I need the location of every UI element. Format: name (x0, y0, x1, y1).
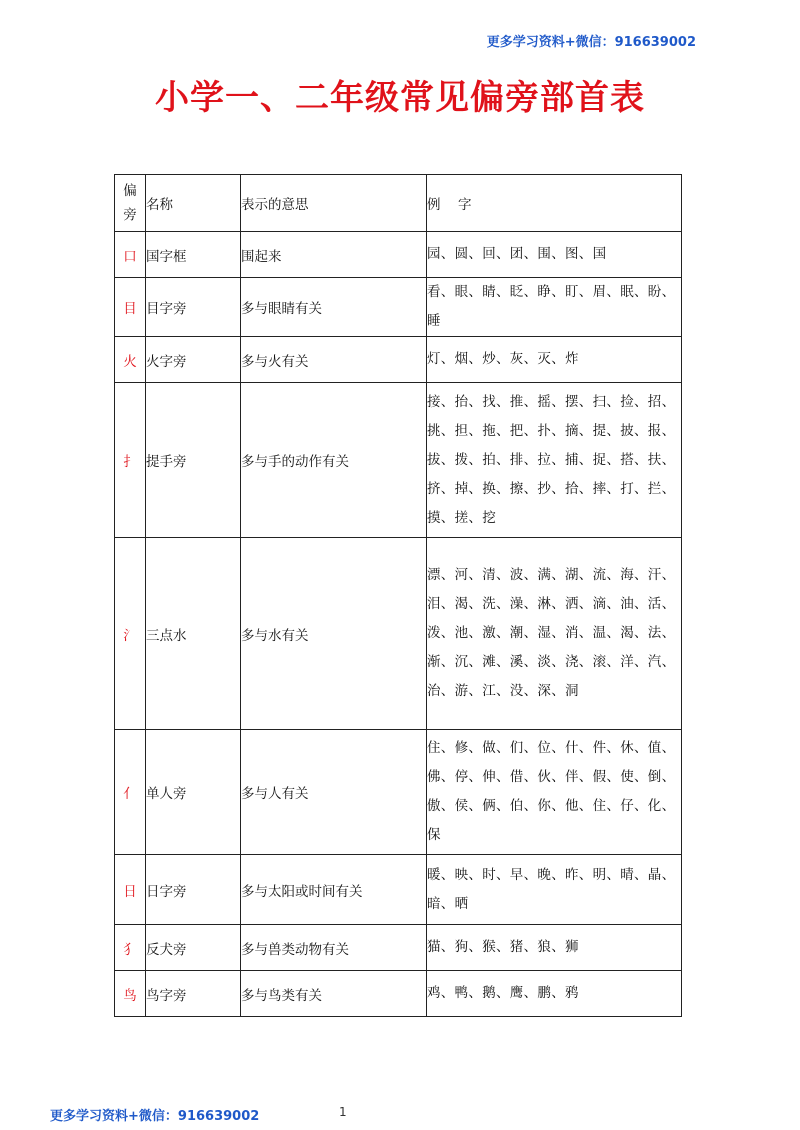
examples-cell: 看、眼、睛、眨、睁、盯、眉、眠、盼、睡 (427, 278, 682, 337)
meaning-cell: 多与眼睛有关 (241, 278, 427, 337)
radical-cell: 扌 (115, 383, 146, 538)
radical-cell: 口 (115, 232, 146, 278)
examples-cell: 灯、烟、炒、灰、灭、炸 (427, 337, 682, 383)
name-cell: 火字旁 (146, 337, 241, 383)
table-row (115, 538, 682, 730)
radical-cell: 氵 (115, 538, 146, 730)
examples-cell: 园、圆、回、团、围、图、国 (427, 232, 682, 278)
name-cell: 目字旁 (146, 278, 241, 337)
name-cell: 单人旁 (146, 730, 241, 855)
meaning-cell: 多与兽类动物有关 (241, 925, 427, 971)
header-radical-text: 偏 旁 (123, 183, 137, 223)
table-row (115, 337, 682, 383)
examples-cell: 住、修、做、们、位、什、件、休、值、佛、停、伸、借、伙、伴、假、使、倒、傲、侯、俩、伯、你、他、住、仔、化、保 (427, 730, 682, 855)
examples-cell: 鸡、鸭、鹅、鹰、鹏、鸦 (427, 971, 682, 1017)
radical-cell: 鸟 (115, 971, 146, 1017)
name-cell: 日字旁 (146, 855, 241, 925)
footer-promo-text: 更多学习资料+微信：916639002 (50, 1109, 260, 1124)
header-name: 名称 (146, 175, 241, 232)
radical-cell: 亻 (115, 730, 146, 855)
page-number: 1 (339, 1105, 347, 1119)
meaning-cell: 多与鸟类有关 (241, 971, 427, 1017)
table-row (115, 232, 682, 278)
page-title: 小学一、二年级常见偏旁部首表 (155, 78, 645, 118)
examples-cell: 暖、映、时、早、晚、昨、明、晴、晶、暗、晒 (427, 855, 682, 925)
radical-cell: 犭 (115, 925, 146, 971)
table-row (115, 278, 682, 337)
radical-cell: 日 (115, 855, 146, 925)
radical-cell: 火 (115, 337, 146, 383)
meaning-cell: 多与太阳或时间有关 (241, 855, 427, 925)
table-row (115, 383, 682, 538)
name-cell: 提手旁 (146, 383, 241, 538)
table-row (115, 971, 682, 1017)
examples-cell: 猫、狗、猴、猪、狼、狮 (427, 925, 682, 971)
examples-cell: 接、抬、找、推、摇、摆、扫、捡、招、挑、担、拖、把、扑、摘、提、披、报、拔、拨、拍、排、拉、捕、捉、搭、扶、挤、掉、换、擦、抄、拾、摔、打、拦、摸、搓、挖 (427, 383, 682, 538)
header-meaning: 表示的意思 (241, 175, 427, 232)
name-cell: 反犬旁 (146, 925, 241, 971)
examples-cell: 漂、河、清、波、满、湖、流、海、汗、泪、渴、洗、澡、淋、洒、滴、油、活、泼、池、激、潮、湿、消、温、渴、法、渐、沉、滩、溪、淡、浇、滚、洋、汽、治、游、江、没、深、洞 (427, 538, 682, 730)
meaning-cell: 多与火有关 (241, 337, 427, 383)
radicals-table (114, 174, 682, 1017)
table-header-row (115, 175, 682, 232)
meaning-cell: 多与人有关 (241, 730, 427, 855)
meaning-cell: 多与水有关 (241, 538, 427, 730)
table-row (115, 730, 682, 855)
meaning-cell: 多与手的动作有关 (241, 383, 427, 538)
name-cell: 国字框 (146, 232, 241, 278)
header-examples: 例 字 (427, 175, 682, 232)
table-row (115, 855, 682, 925)
radical-cell: 目 (115, 278, 146, 337)
table-row (115, 925, 682, 971)
header-radical (115, 175, 146, 232)
meaning-cell: 围起来 (241, 232, 427, 278)
name-cell: 三点水 (146, 538, 241, 730)
name-cell: 鸟字旁 (146, 971, 241, 1017)
header-promo-text: 更多学习资料+微信：916639002 (486, 35, 696, 50)
